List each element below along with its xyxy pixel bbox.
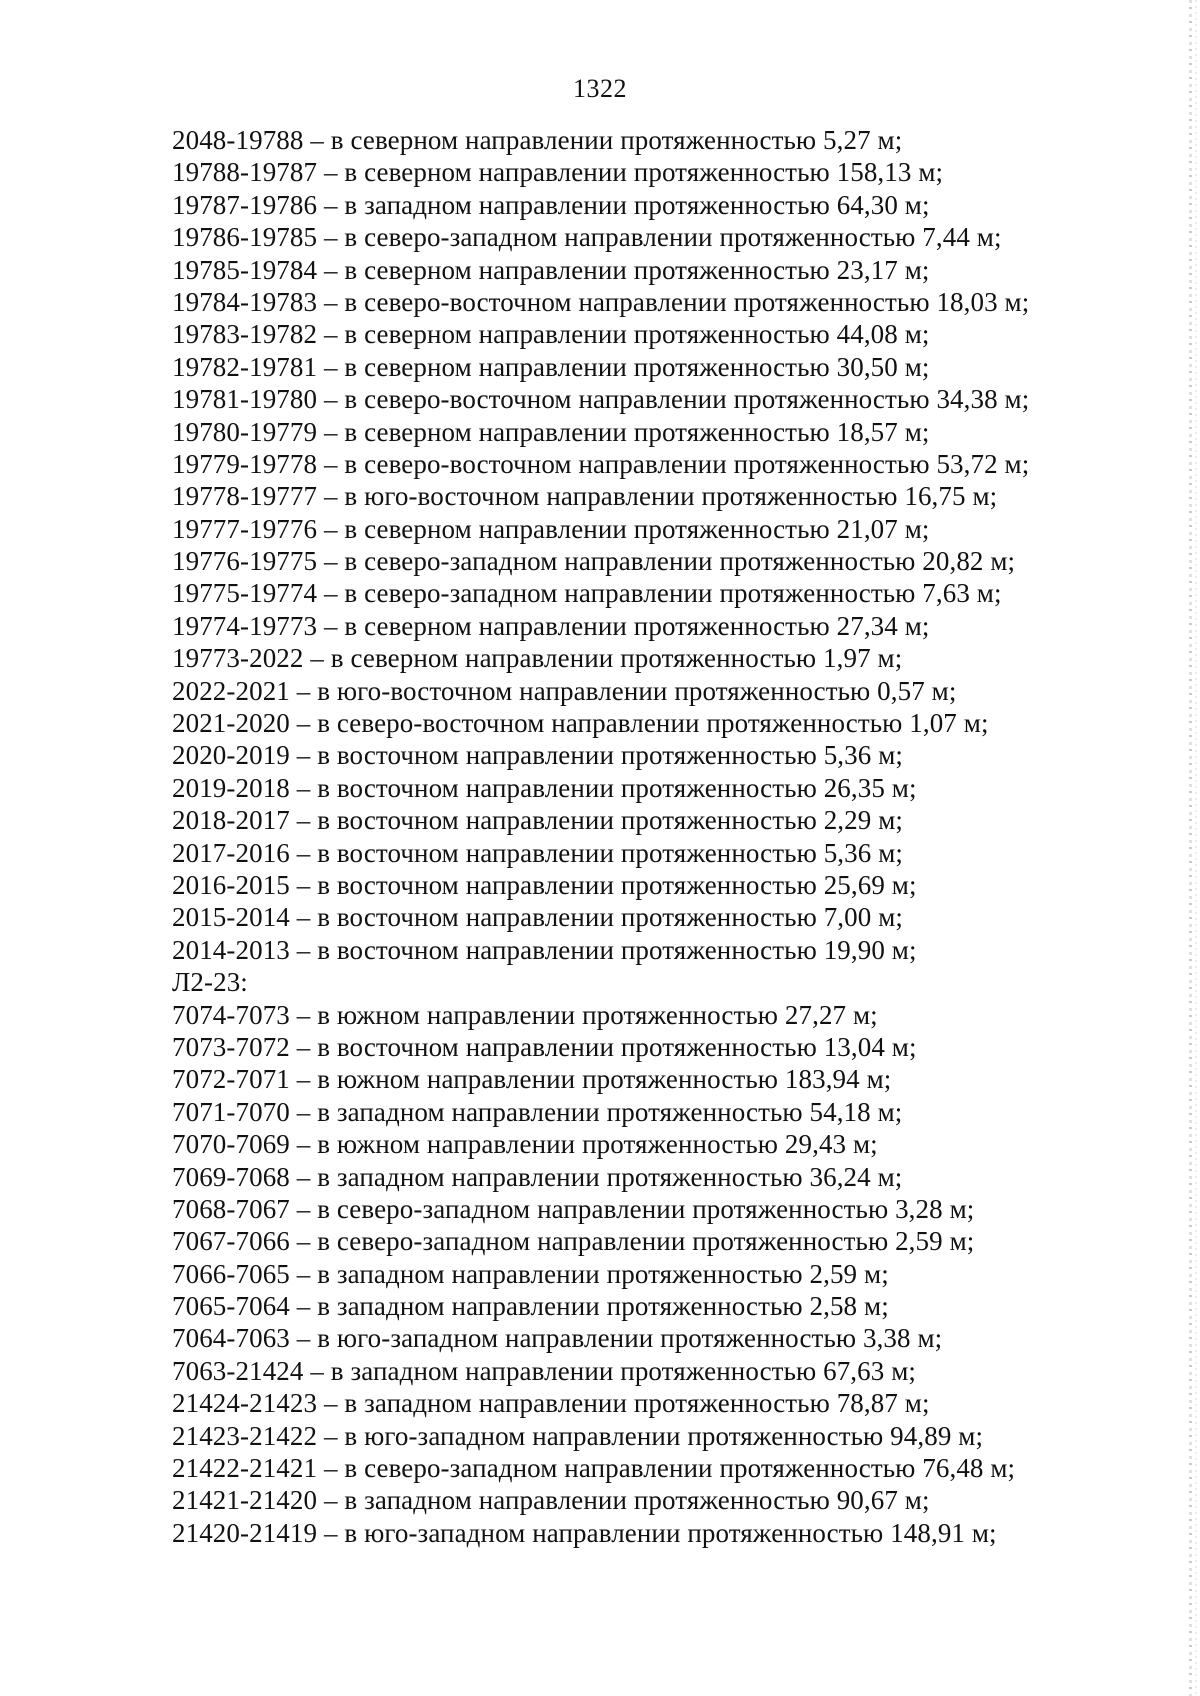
boundary-line: 19784-19783 – в северо-восточном направлении протяженностью 18,03 м; [172,286,1030,317]
boundary-line: 19788-19787 – в северном направлении протяженностью 158,13 м; [172,157,944,188]
boundary-line: 19776-19775 – в северо-западном направлении протяженностью 20,82 м; [172,546,1016,577]
scan-edge-artifact [1195,0,1197,1696]
boundary-line: 19773-2022 – в северном направлении протяженностью 1,97 м; [172,643,903,674]
boundary-line: 19787-19786 – в западном направлении протяженностью 64,30 м; [172,189,930,220]
boundary-line: Л2-23: [172,967,248,998]
boundary-line: 19779-19778 – в северо-восточном направлении протяженностью 53,72 м; [172,448,1030,479]
boundary-line: 7074-7073 – в южном направлении протяженностью 27,27 м; [172,999,878,1030]
boundary-line: 2022-2021 – в юго-восточном направлении протяженностью 0,57 м; [172,675,957,706]
boundary-line: 19778-19777 – в юго-восточном направлении протяженностью 16,75 м; [172,481,998,512]
boundary-line: 7068-7067 – в северо-западном направлении протяженностью 3,28 м; [172,1193,975,1224]
boundary-line: 2016-2015 – в восточном направлении протяженностью 25,69 м; [172,869,917,900]
boundary-line: 21424-21423 – в западном направлении протяженностью 78,87 м; [172,1388,930,1419]
boundary-line: 19775-19774 – в северо-западном направлении протяженностью 7,63 м; [172,578,1002,609]
boundary-line: 2021-2020 – в северо-восточном направлении протяженностью 1,07 м; [172,708,989,739]
boundary-line: 21422-21421 – в северо-западном направлении протяженностью 76,48 м; [172,1453,1016,1484]
boundary-line: 2018-2017 – в восточном направлении протяженностью 2,29 м; [172,805,903,836]
boundary-line: 2015-2014 – в восточном направлении протяженностью 7,00 м; [172,902,903,933]
boundary-description-list [172,124,1132,1549]
boundary-line: 19782-19781 – в северном направлении протяженностью 30,50 м; [172,351,930,382]
boundary-line: 19774-19773 – в северном направлении протяженностью 27,34 м; [172,610,930,641]
boundary-line: 21421-21420 – в западном направлении протяженностью 90,67 м; [172,1485,930,1516]
boundary-line: 7063-21424 – в западном направлении протяженностью 67,63 м; [172,1355,916,1386]
scan-edge-artifact [1189,0,1192,1696]
boundary-line: 7069-7068 – в западном направлении протяженностью 36,24 м; [172,1161,903,1192]
boundary-line: 2048-19788 – в северном направлении протяженностью 5,27 м; [172,125,903,155]
boundary-line: 19780-19779 – в северном направлении протяженностью 18,57 м; [172,416,930,447]
boundary-line: 7072-7071 – в южном направлении протяженностью 183,94 м; [172,1064,892,1095]
boundary-line: 21423-21422 – в юго-западном направлении протяженностью 94,89 м; [172,1420,984,1451]
boundary-line: 7065-7064 – в западном направлении протяженностью 2,58 м; [172,1291,889,1322]
boundary-line: 7071-7070 – в западном направлении протяженностью 54,18 м; [172,1096,903,1127]
boundary-line: 7066-7065 – в западном направлении протяженностью 2,59 м; [172,1258,889,1289]
boundary-line: 19786-19785 – в северо-западном направлении протяженностью 7,44 м; [172,222,1002,253]
boundary-line: 7070-7069 – в южном направлении протяженностью 29,43 м; [172,1129,878,1160]
boundary-line: 19781-19780 – в северо-восточном направлении протяженностью 34,38 м; [172,384,1030,415]
boundary-line: 19785-19784 – в северном направлении протяженностью 23,17 м; [172,254,930,285]
boundary-line: 2020-2019 – в восточном направлении протяженностью 5,36 м; [172,740,903,771]
boundary-line: 21420-21419 – в юго-западном направлении протяженностью 148,91 м; [172,1517,997,1548]
boundary-line: 2019-2018 – в восточном направлении протяженностью 26,35 м; [172,772,917,803]
boundary-line: 19777-19776 – в северном направлении протяженностью 21,07 м; [172,513,930,544]
boundary-line: 7064-7063 – в юго-западном направлении протяженностью 3,38 м; [172,1323,943,1354]
boundary-line: 19783-19782 – в северном направлении протяженностью 44,08 м; [172,319,930,350]
boundary-line: 2014-2013 – в восточном направлении протяженностью 19,90 м; [172,934,917,965]
page-number: 1322 [573,74,627,103]
boundary-line: 7067-7066 – в северо-западном направлении протяженностью 2,59 м; [172,1226,975,1257]
boundary-line: 7073-7072 – в восточном направлении протяженностью 13,04 м; [172,1031,917,1062]
boundary-line: 2017-2016 – в восточном направлении протяженностью 5,36 м; [172,837,903,868]
